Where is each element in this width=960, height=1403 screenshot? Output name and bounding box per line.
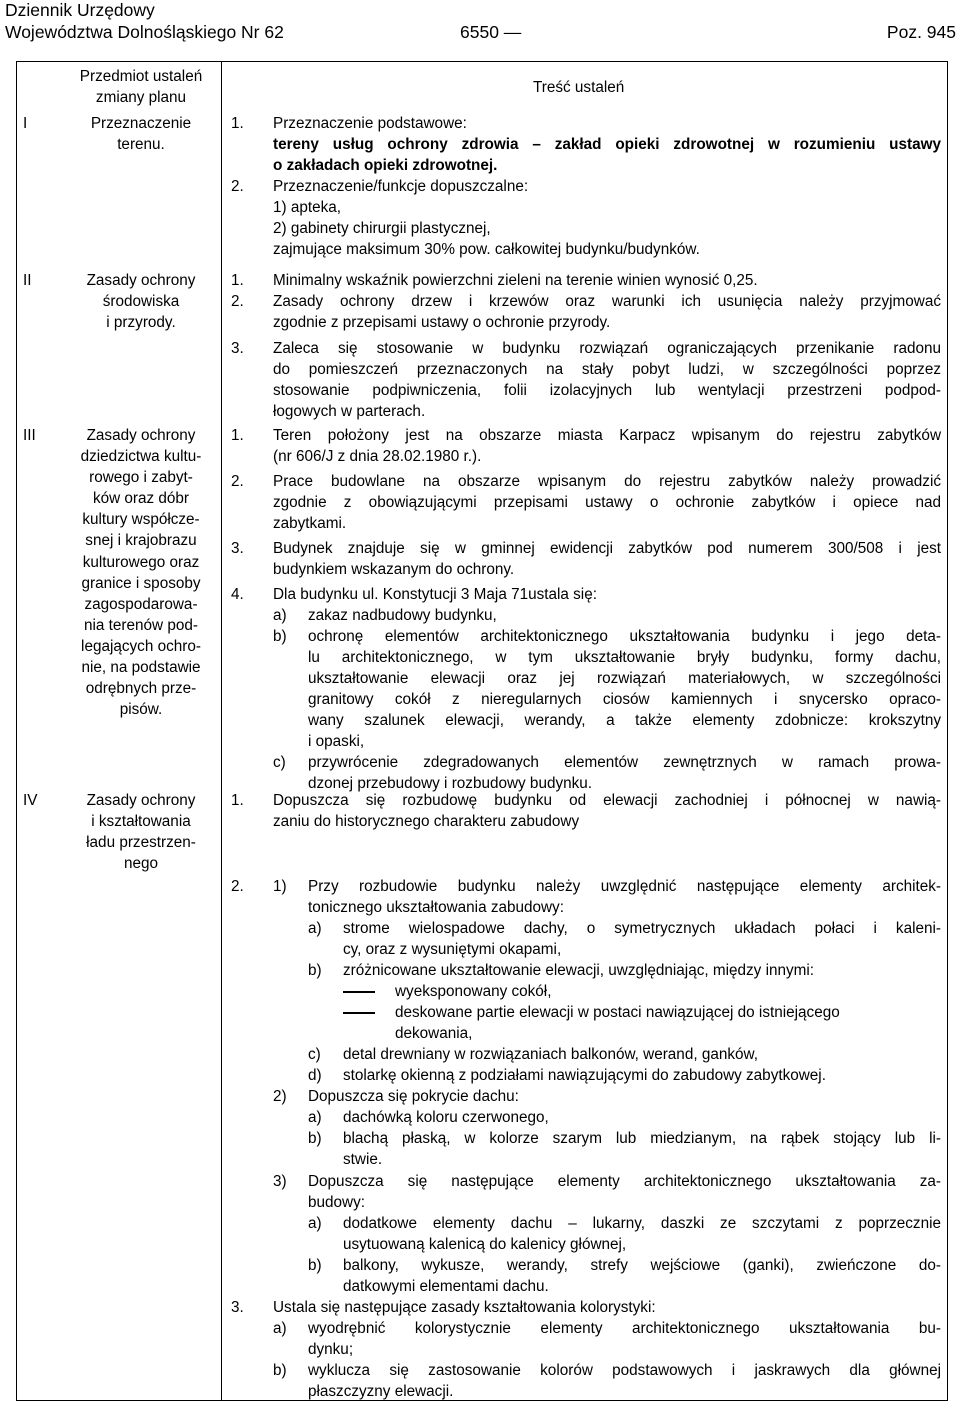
page-header [0, 0, 960, 46]
row-number: IV [23, 792, 38, 809]
row-subject-line: Przeznaczenie [90, 115, 192, 132]
dash-item-text: dekowania, [395, 1025, 473, 1042]
col2-header: Treść ustaleń [533, 79, 625, 96]
subitem-letter: a) [308, 1109, 322, 1126]
subitem-text: Dopuszcza się następujące elementy architektonicznego ukształtowania za- [308, 1173, 941, 1190]
item-text: zgodnie z obowiązującymi przepisami ustawy o ochronie zabytków i opiece nad [273, 494, 941, 511]
row-subject-line: i kształtowania [91, 813, 191, 831]
item-text: (nr 606/J z dnia 28.02.1980 r.). [273, 448, 482, 465]
item-number: 3. [231, 340, 244, 357]
row-number: I [23, 115, 28, 132]
position-label: Poz. 945 [886, 22, 956, 42]
journal-subtitle: Województwa Dolnośląskiego Nr 62 [5, 22, 284, 42]
subitem-letter: b) [308, 1257, 322, 1274]
col1-header-line: zmiany planu [95, 89, 187, 107]
subitem-number: 3) [273, 1173, 287, 1190]
item-text: Przeznaczenie podstawowe: [273, 115, 467, 132]
subitem-letter: c) [308, 1046, 321, 1063]
item-text: zgodnie z przepisami ustawy o ochronie przyrody. [273, 314, 611, 331]
subitem-letter: a) [308, 1215, 322, 1232]
item-text: Prace budowlane na obszarze wpisanym do rejestru zabytków należy prowadzić [273, 473, 941, 490]
item-text: 1) apteka, [273, 199, 342, 216]
row-subject-line: zagospodarowa- [84, 595, 198, 613]
item-text: budynkiem wskazanym do ochrony. [273, 561, 515, 578]
row-subject-line: legających ochro- [81, 637, 201, 655]
dash-bullet [343, 1012, 375, 1014]
item-number: 1. [231, 427, 244, 444]
journal-title: Dziennik Urzędowy [5, 0, 155, 20]
item-number: 2. [231, 878, 244, 895]
row-subject-line: terenu. [117, 136, 165, 154]
subitem-letter: b) [273, 1362, 287, 1379]
page-number-value: 6550 [460, 22, 499, 42]
row-subject-line: Zasady ochrony [86, 792, 196, 809]
dash-item-text: deskowane partie elewacji w postaci nawiązującej do istniejącego [395, 1004, 840, 1021]
item-text: zabytkami. [273, 515, 347, 532]
row-subject-line: ładu przestrzen- [86, 834, 196, 852]
subitem-text: strome wielospadowe dachy, o symetrycznych układach połaci i kaleni- [343, 920, 941, 937]
subitem-text: dzonej przebudowy i rozbudowy budynku. [308, 775, 593, 792]
row-subject [61, 425, 221, 720]
row-subject [61, 270, 221, 333]
subitem-text: lu architektonicznego, w tym ukształtowanie bryły budynku, formy dachu, [308, 649, 941, 666]
item-number: 3. [231, 1299, 244, 1316]
dash-item [343, 1002, 941, 1023]
subitem-text: wany szalunek elewacji, werandy, a także elementy zdobnicze: krokszytny [308, 712, 941, 729]
subitem-text: ukształtowanie elewacji oraz jej rozwiązań materiałowych, w szczególności [308, 670, 941, 687]
subitem-letter: b) [308, 1130, 322, 1147]
item-text: Dopuszcza się rozbudowę budynku od elewacji zachodniej i północnej w nawią- [273, 792, 941, 809]
row-subject-line: środowiska [102, 293, 180, 311]
subitem-text: budowy: [308, 1194, 365, 1211]
subitem-text: stolarkę okienną z podziałami nawiązującymi do zabudowy zabytkowej. [343, 1067, 826, 1084]
row-subject-line: nia terenów pod- [84, 616, 198, 634]
table-border-bottom [16, 1400, 948, 1401]
item-text: Zasady ochrony drzew i krzewów oraz warunki ich usunięcia należy przyjmować [273, 293, 941, 310]
item-text: Przeznaczenie/funkcje dopuszczalne: [273, 178, 529, 195]
item-text: Budynek znajduje się w gminnej ewidencji zabytków pod numerem 300/508 i jest [273, 540, 941, 557]
subitem-letter: b) [308, 962, 322, 979]
item-text: o zakładach opieki zdrowotnej. [273, 157, 498, 174]
row-subject-line: Zasady ochrony [86, 427, 196, 444]
subitem-text: detal drewniany w rozwiązaniach balkonów, werand, ganków, [343, 1046, 758, 1063]
subitem-text: przywrócenie zdegradowanych elementów zewnętrznych w ramach prowa- [308, 754, 941, 771]
dash-item [343, 981, 551, 1002]
item-number: 1. [231, 115, 244, 132]
item-text: Dla budynku ul. Konstytucji 3 Maja 71ustala się: [273, 586, 597, 603]
item-number: 3. [231, 540, 244, 557]
item-text: zaniu do historycznego charakteru zabudowy [273, 813, 580, 830]
row-subject-line: ków oraz dóbr [92, 490, 190, 508]
item-text: Teren położony jest na obszarze miasta Karpacz wpisanym do rejestru zabytków [273, 427, 941, 444]
item-text: Ustala się następujące zasady kształtowania kolorystyki: [273, 1299, 656, 1316]
item-text: zajmujące maksimum 30% pow. całkowitej budynku/budynków. [273, 241, 700, 258]
item-text: tereny usług ochrony zdrowia – zakład opieki zdrowotnej w rozumieniu ustawy [273, 136, 941, 153]
subitem-number: 1) [273, 878, 287, 895]
item-number: 1. [231, 272, 244, 289]
item-number: 4. [231, 586, 244, 603]
subitem-text: stwie. [343, 1151, 383, 1168]
subitem-text: ochronę elementów architektonicznego ukształtowania budynku i jego deta- [308, 628, 941, 645]
row-subject-line: granice i sposoby [81, 574, 201, 592]
row-number: II [23, 272, 32, 289]
dash-item-text: wyeksponowany cokół, [395, 983, 552, 1000]
item-text: łogowych w parterach. [273, 403, 426, 420]
subitem-letter: a) [273, 1320, 287, 1337]
col1-header-line: Przedmiot ustaleń [79, 68, 203, 85]
item-text: stosowanie podpiwniczenia, folii izolacyjnych lub wentylacji przestrzeni podpod- [273, 382, 941, 399]
subitem-text: dachówką koloru czerwonego, [343, 1109, 549, 1126]
subitem-letter: b) [273, 628, 287, 645]
subitem-text: blachą płaską, w kolorze szarym lub miedzianym, na rąbek stojący lub li- [343, 1130, 941, 1147]
item-number: 1. [231, 792, 244, 809]
item-text: do pomieszczeń przeznaczonych na stały pobyt ludzi, w szczególności poprzez [273, 361, 941, 378]
subitem-text: tonicznego ukształtowania zabudowy: [308, 899, 564, 916]
row-number: III [23, 427, 36, 444]
row-subject-line: i przyrody. [106, 314, 176, 332]
subitem-text: usytuowaną kalenicą do kalenicy głównej, [343, 1236, 627, 1253]
table-border-left [16, 61, 17, 1401]
subitem-letter: c) [273, 754, 286, 771]
item-text: Minimalny wskaźnik powierzchni zieleni na terenie winien wynosić 0,25. [273, 272, 758, 289]
row-subject-line: dziedzictwa kultu- [80, 448, 202, 466]
item-text: Zaleca się stosowanie w budynku rozwiązań ograniczających przenikanie radonu [273, 340, 941, 357]
row-subject-line: Zasady ochrony [86, 272, 196, 289]
column-divider [221, 61, 222, 1401]
subitem-number: 2) [273, 1088, 287, 1105]
row-subject-line: snej i krajobrazu [85, 532, 197, 550]
subitem-text: balkony, wykusze, werandy, strefy wejściowe (ganki), zwieńczone do- [343, 1257, 941, 1274]
subitem-text: wyklucza się zastosowanie kolorów podstawowych i jaskrawych dla głównej [308, 1362, 941, 1379]
subitem-text: datkowymi elementami dachu. [343, 1278, 549, 1295]
subitem-text: wyodrębnić kolorystycznie elementy architektonicznego ukształtowania bu- [308, 1320, 941, 1337]
subitem-text: zakaz nadbudowy budynku, [308, 607, 497, 624]
provisions-table [16, 61, 948, 1401]
row-subject [61, 113, 221, 155]
subitem-text: dodatkowe elementy dachu – lukarny, daszki ze szczytami z poprzecznie [343, 1215, 941, 1232]
subitem-letter: d) [308, 1067, 322, 1084]
subitem-letter: a) [308, 920, 322, 937]
row-subject-line: nego [123, 855, 159, 873]
row-subject-line: nie, na podstawie [81, 659, 201, 677]
subitem-text: płaszczyzny elewacji. [308, 1383, 454, 1400]
item-number: 2. [231, 473, 244, 490]
subitem-text: Przy rozbudowie budynku należy uwzględnić następujące elementy architek- [308, 878, 941, 895]
page-number: 6550 — [460, 22, 522, 42]
subitem-text: i opaski, [308, 733, 365, 750]
subitem-letter: a) [273, 607, 287, 624]
row-subject-line: odrębnych prze- [85, 680, 197, 698]
table-border-top [16, 61, 948, 62]
item-number: 2. [231, 178, 244, 195]
col1-header [61, 66, 221, 108]
subitem-text: granitowy cokół z nieregularnych ciosów kamiennych i snycersko opraco- [308, 691, 941, 708]
subitem-text: dynku; [308, 1341, 354, 1358]
row-subject-line: pisów. [119, 701, 163, 719]
row-subject [61, 790, 221, 874]
dash-bullet [343, 991, 375, 993]
subitem-text: cy, oraz z wysuniętymi okapami, [343, 941, 562, 958]
row-subject-line: kultury współcze- [82, 511, 200, 529]
subitem-text: zróżnicowane ukształtowanie elewacji, uwzględniając, między innymi: [343, 962, 815, 979]
subitem-text: Dopuszcza się pokrycie dachu: [308, 1088, 519, 1105]
item-text: 2) gabinety chirurgii plastycznej, [273, 220, 491, 237]
row-subject-line: kulturowego oraz [82, 553, 200, 571]
table-border-right [947, 61, 948, 1401]
row-subject-line: rowego i zabyt- [89, 469, 193, 487]
item-number: 2. [231, 293, 244, 310]
